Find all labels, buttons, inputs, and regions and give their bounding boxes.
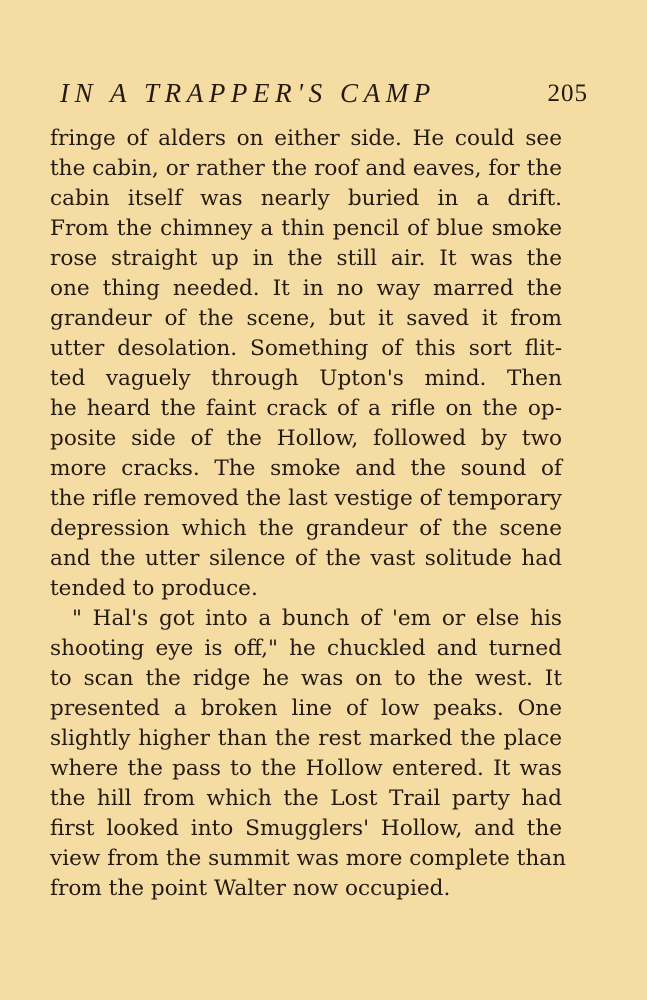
- text-line: shooting eye is off," he chuckled and turned: [50, 636, 562, 661]
- text-line: ted vaguely through Upton's mind. Then: [50, 366, 562, 391]
- text-line: one thing needed. It in no way marred the: [50, 276, 562, 301]
- text-line: to scan the ridge he was on to the west. It: [50, 666, 562, 691]
- text-line: From the chimney a thin pencil of blue smoke: [50, 216, 562, 241]
- text-line: he heard the faint crack of a rifle on the op-: [50, 396, 562, 421]
- running-head: [60, 78, 588, 114]
- running-title: IN A TRAPPER'S CAMP: [60, 78, 436, 108]
- text-line: first looked into Smugglers' Hollow, and the: [50, 816, 562, 841]
- text-line: view from the summit was more complete than: [50, 846, 567, 871]
- text-line: presented a broken line of low peaks. One: [50, 696, 562, 721]
- text-line: where the pass to the Hollow entered. It was: [50, 756, 562, 781]
- text-line: and the utter silence of the vast solitude had: [50, 546, 562, 571]
- text-line: depression which the grandeur of the scene: [50, 516, 562, 541]
- text-line: grandeur of the scene, but it saved it from: [50, 306, 562, 331]
- page-number: 205: [547, 80, 588, 107]
- text-line: slightly higher than the rest marked the place: [50, 726, 562, 751]
- text-line: posite side of the Hollow, followed by two: [50, 426, 562, 451]
- text-line: the cabin, or rather the roof and eaves, for the: [50, 156, 562, 181]
- text-line: utter desolation. Something of this sort flit-: [50, 336, 562, 361]
- text-line: cabin itself was nearly buried in a drift.: [50, 186, 562, 211]
- body-text: [50, 124, 567, 904]
- text-line: more cracks. The smoke and the sound of: [50, 456, 562, 481]
- text-line: the hill from which the Lost Trail party had: [50, 786, 562, 811]
- text-line: rose straight up in the still air. It was the: [50, 246, 562, 271]
- paragraph-start-line: " Hal's got into a bunch of 'em or else his: [72, 606, 562, 631]
- text-line: the rifle removed the last vestige of temporary: [50, 486, 562, 511]
- paragraph-end-line: from the point Walter now occupied.: [50, 876, 451, 901]
- text-line: fringe of alders on either side. He could see: [50, 126, 562, 151]
- paragraph-end-line: tended to produce.: [50, 576, 258, 601]
